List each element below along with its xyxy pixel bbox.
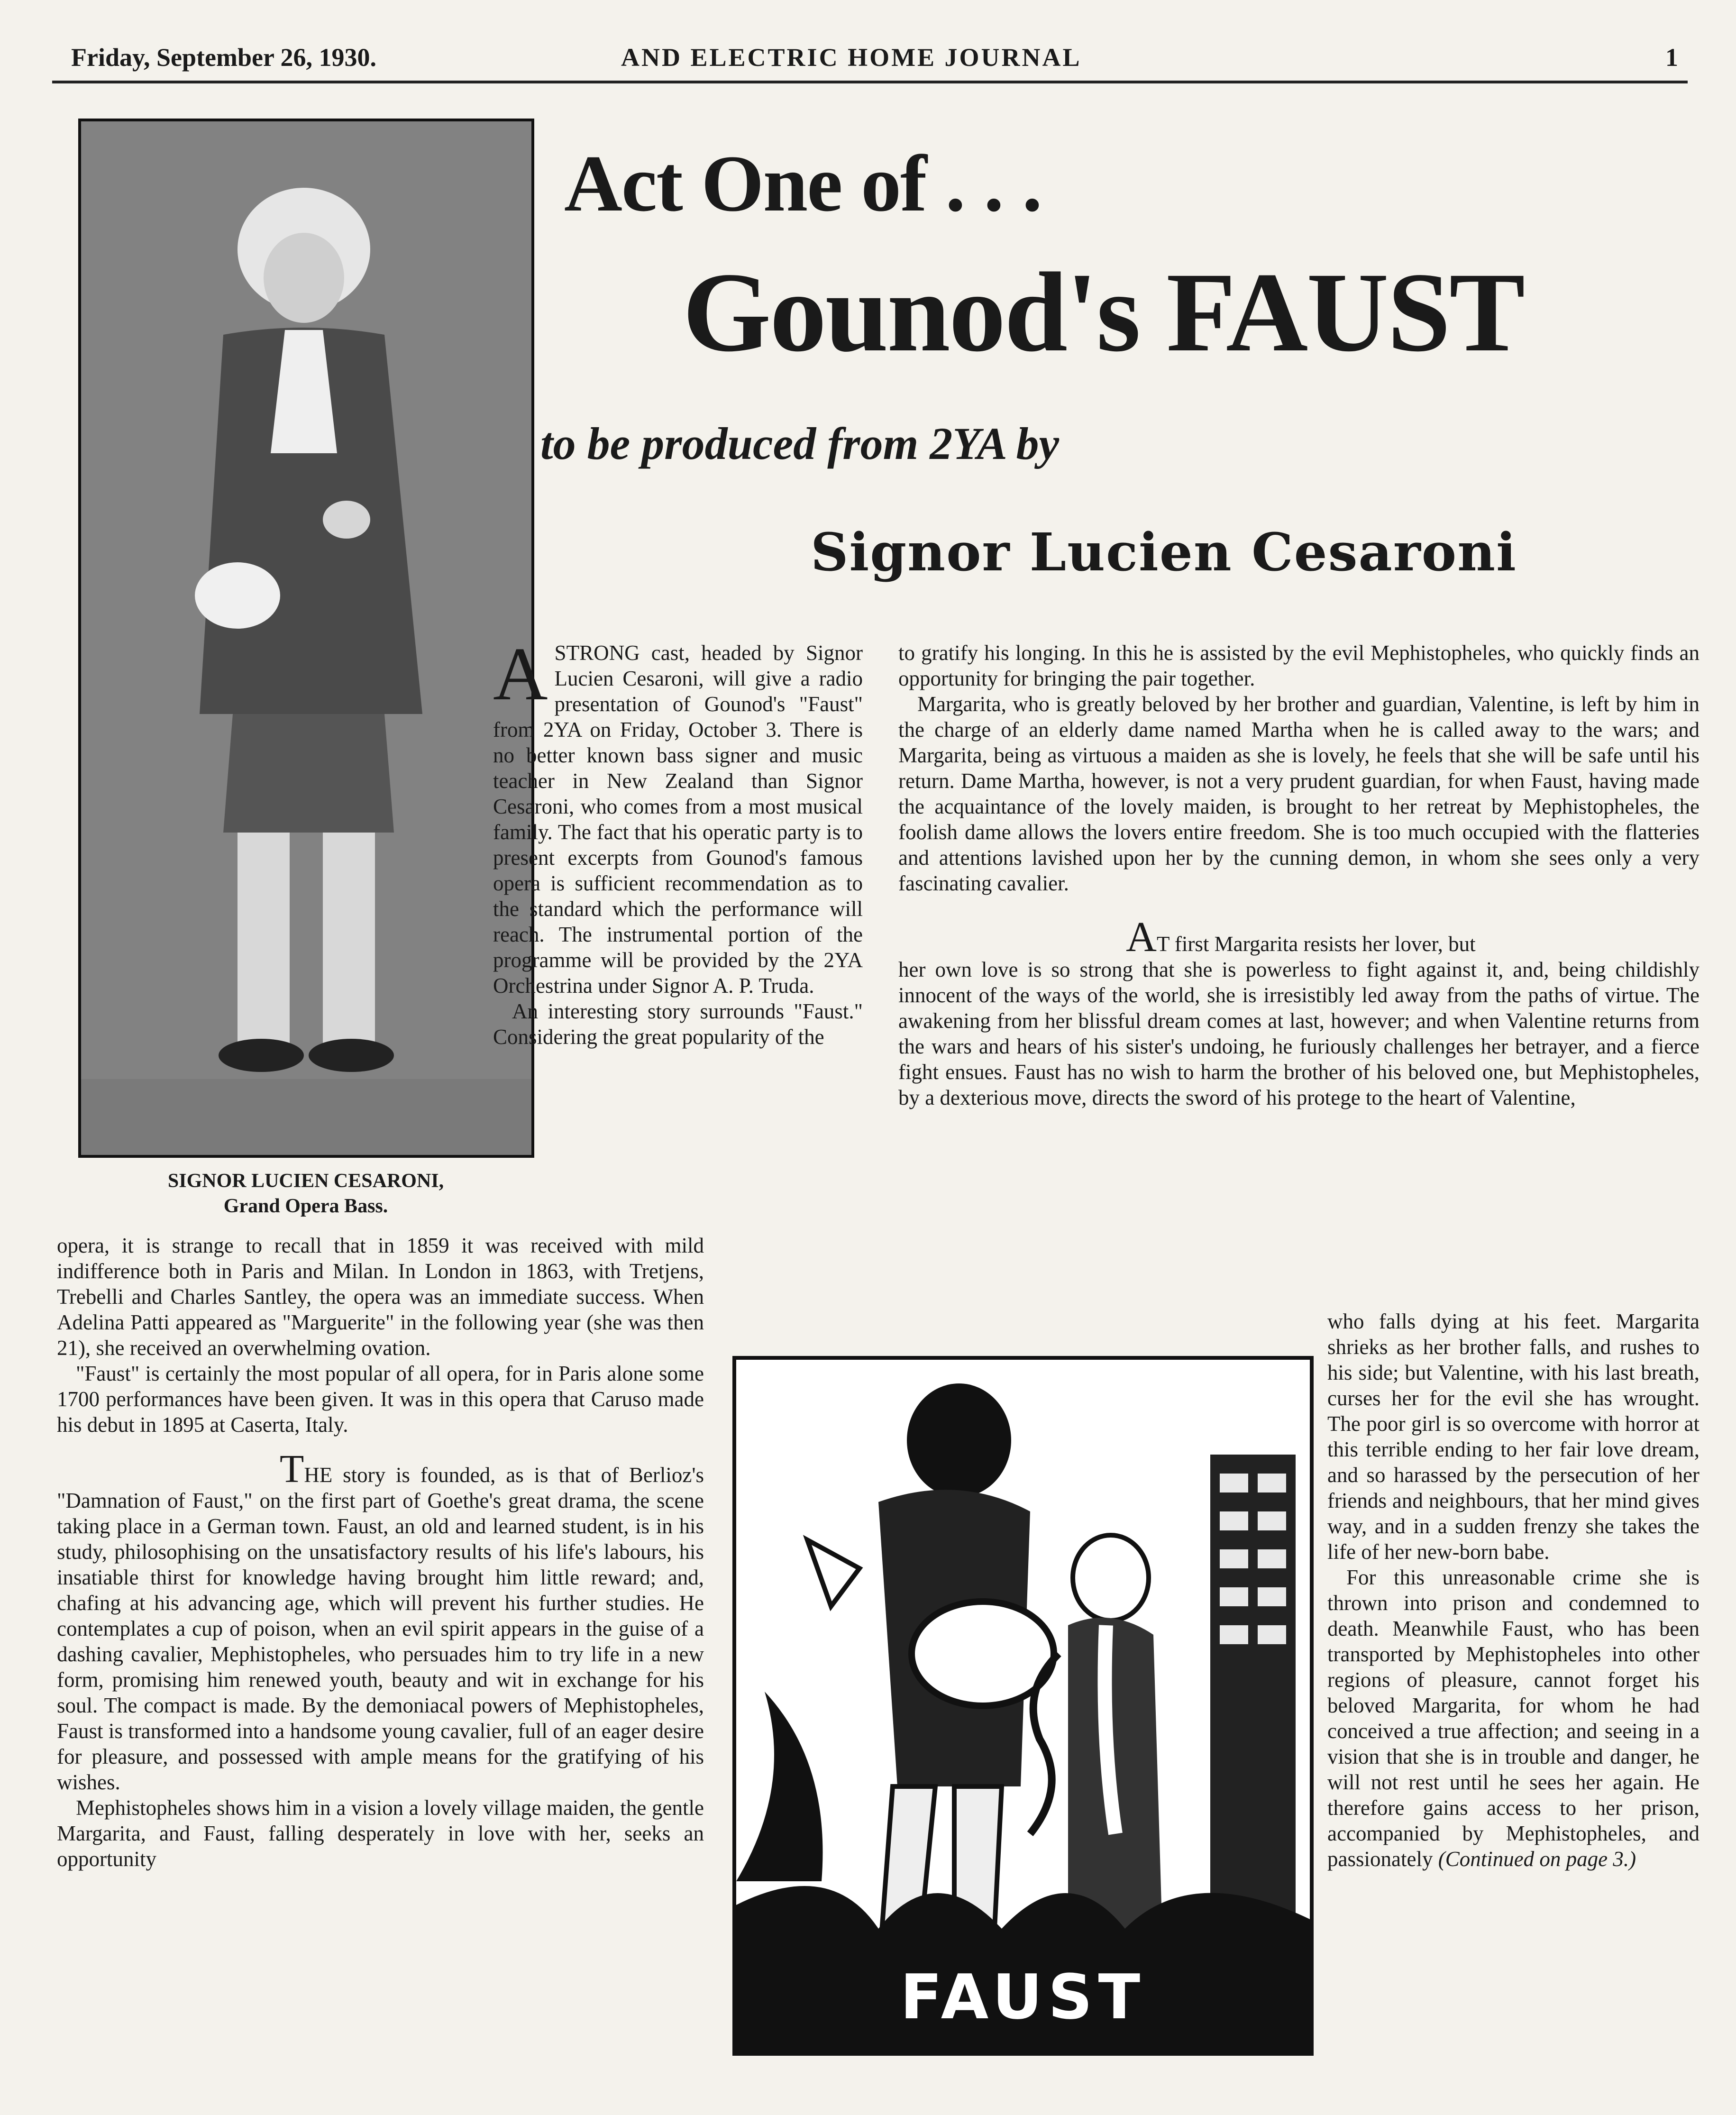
paragraph: Margarita, who is greatly beloved by her brother and guardian, Valentine, is left by him in the charge of an elderly dame named Martha when he is called away to the wars; and Margarita, being as virtuous a maiden as she is lovely, he feels that she will be safe until his return. Dame Martha, however, is not a very prudent guardian, for when Faust, having made the acquaintance of the lovely maiden, is brought to her retreat by Mephistopheles, the foolish dame allows the lovers entire freedom. She is too much occupied with the flatteries and attentions lavished upon her by the cunning demon, in whom she sees only a very fascinating cavalier.: [898, 692, 1699, 895]
caption-role: Grand Opera Bass.: [223, 1195, 388, 1217]
paragraph: her own love is so strong that she is powerless to fight against it, and, being childishly innocent of the ways of the world, she is irresistibly led away from the paths of virtue. The awakening from her blissful dream comes at last, however; and when Valentine returns from the wars and hears of his sister's undoing, he furiously challenges her betrayer, and a fierce fight ensues. Faust has no wish to harm the brother of his beloved one, but Mephistopheles, by a dexterious move, directs the sword of his protege to the heart of Valentine,: [898, 958, 1699, 1109]
photo-caption: [71, 1169, 540, 1218]
continued-note: (Continued on page 3.): [1438, 1847, 1636, 1871]
illustration-label: FAUST: [900, 1961, 1146, 2033]
headline-act-one: Act One of . . .: [564, 139, 1042, 228]
paragraph: Mephistopheles shows him in a vision a lovely village maiden, the gentle Margarita, and Faust, falling desperately in love with her, seeks an opportunity: [57, 1796, 704, 1871]
paragraph: T first Margarita resists her lover, but: [1157, 932, 1476, 956]
cesaroni-photo: [78, 119, 534, 1158]
article-column-right: [1327, 1309, 1699, 1872]
drop-cap: A: [493, 632, 548, 716]
paragraph: opera, it is strange to recall that in 1859 it was received with mild indifference both in Paris and Milan. In London in 1863, with Tretjens, Trebelli and Charles Santley, the opera was an immediate success. When Adelina Patti appeared as "Marguerite" in the following year (she was then 21), she received an overwhelming ovation.: [57, 1234, 704, 1360]
journal-name: AND ELECTRIC HOME JOURNAL: [621, 43, 1082, 72]
illustration-drawing: [736, 1360, 1310, 2052]
paragraph: who falls dying at his feet. Margarita shrieks as her brother falls, and rushes to his side; but Valentine, with his last breath, curses her for the evil she has wrought. The poor girl is so overcome with horror at this terrible ending to her fair love dream, and so harassed by the persecution of her friends and neighbours, that her mind gives way, and in a sudden frenzy she takes the life of her new-born babe.: [1327, 1309, 1699, 1564]
article-column-left: [57, 1233, 704, 1872]
page-number: 1: [1665, 43, 1678, 72]
paragraph: "Faust" is certainly the most popular of all opera, for in Paris alone some 1700 performances have been given. It was in this opera that Caruso made his debut in 1895 at Caserta, Italy.: [57, 1362, 704, 1437]
page-header: [52, 38, 1688, 83]
headline-byline: Signor Lucien Cesaroni: [811, 522, 1517, 583]
paragraph: STRONG cast, headed by Signor Lucien Cesaroni, will give a radio presentation of Gounod's "Faust" from 2YA on Friday, October 3. There is no better known bass signer and music teacher in New Zealand than Signor Cesaroni, who comes from a most musical family. The fact that his operatic party is to present excerpts from Gounod's famous opera is sufficient recommendation as to the standard which the performance will reach. The instrumental portion of the programme will be provided by the 2YA Orchestrina under Signor A. P. Truda.: [493, 641, 863, 998]
drop-cap: T: [280, 1447, 304, 1491]
paragraph: to gratify his longing. In this he is assisted by the evil Mephistopheles, who quickly finds an opportunity for bringing the pair together.: [898, 641, 1699, 690]
paragraph: HE story is founded, as is that of Berlioz's "Damnation of Faust," on the first part of Goethe's great drama, the scene taking place in a German town. Faust, an old and learned student, is in his study, philosophising on the unsatisfactory results of his life's labours, his insatiable thirst for knowledge having brought him little reward; and, chafing at his advancing age, which will prevent his further studies. He contemplates a cup of poison, when an evil spirit appears in the guise of a dashing cavalier, Mephistopheles, who persuades him to try life in a new form, promising him renewed youth, beauty and wit in exchange for his soul. The compact is made. By the demoniacal powers of Mephistopheles, Faust is transformed into a handsome young cavalier, full of an eager desire for pleasure, and possessed with ample means for the gratifying of his wishes.: [57, 1463, 704, 1794]
faust-illustration: [732, 1356, 1314, 2056]
headline-subtitle: to be produced from 2YA by: [540, 418, 1060, 469]
article-column-b: [898, 640, 1699, 1110]
portrait-image: [81, 121, 531, 1155]
caption-name: SIGNOR LUCIEN CESARONI,: [167, 1170, 444, 1192]
article-column-a: [493, 632, 863, 1050]
paragraph: An interesting story surrounds "Faust." Considering the great popularity of the: [493, 999, 863, 1049]
paragraph: For this unreasonable crime she is thrown into prison and condemned to death. Meanwhile Faust, who has been transported by Mephistopheles into other regions of pleasure, cannot forget his beloved Margarita, for whom he had conceived a true affection; and seeing in a vision that she is in trouble and danger, he will not rest until he sees her again. He therefore gains access to her prison, accompanied by Mephistopheles, and passionately: [1327, 1566, 1699, 1871]
headline-faust: Gounod's FAUST: [683, 249, 1524, 375]
drop-cap: A: [1126, 914, 1157, 961]
issue-date: Friday, September 26, 1930.: [71, 43, 376, 72]
